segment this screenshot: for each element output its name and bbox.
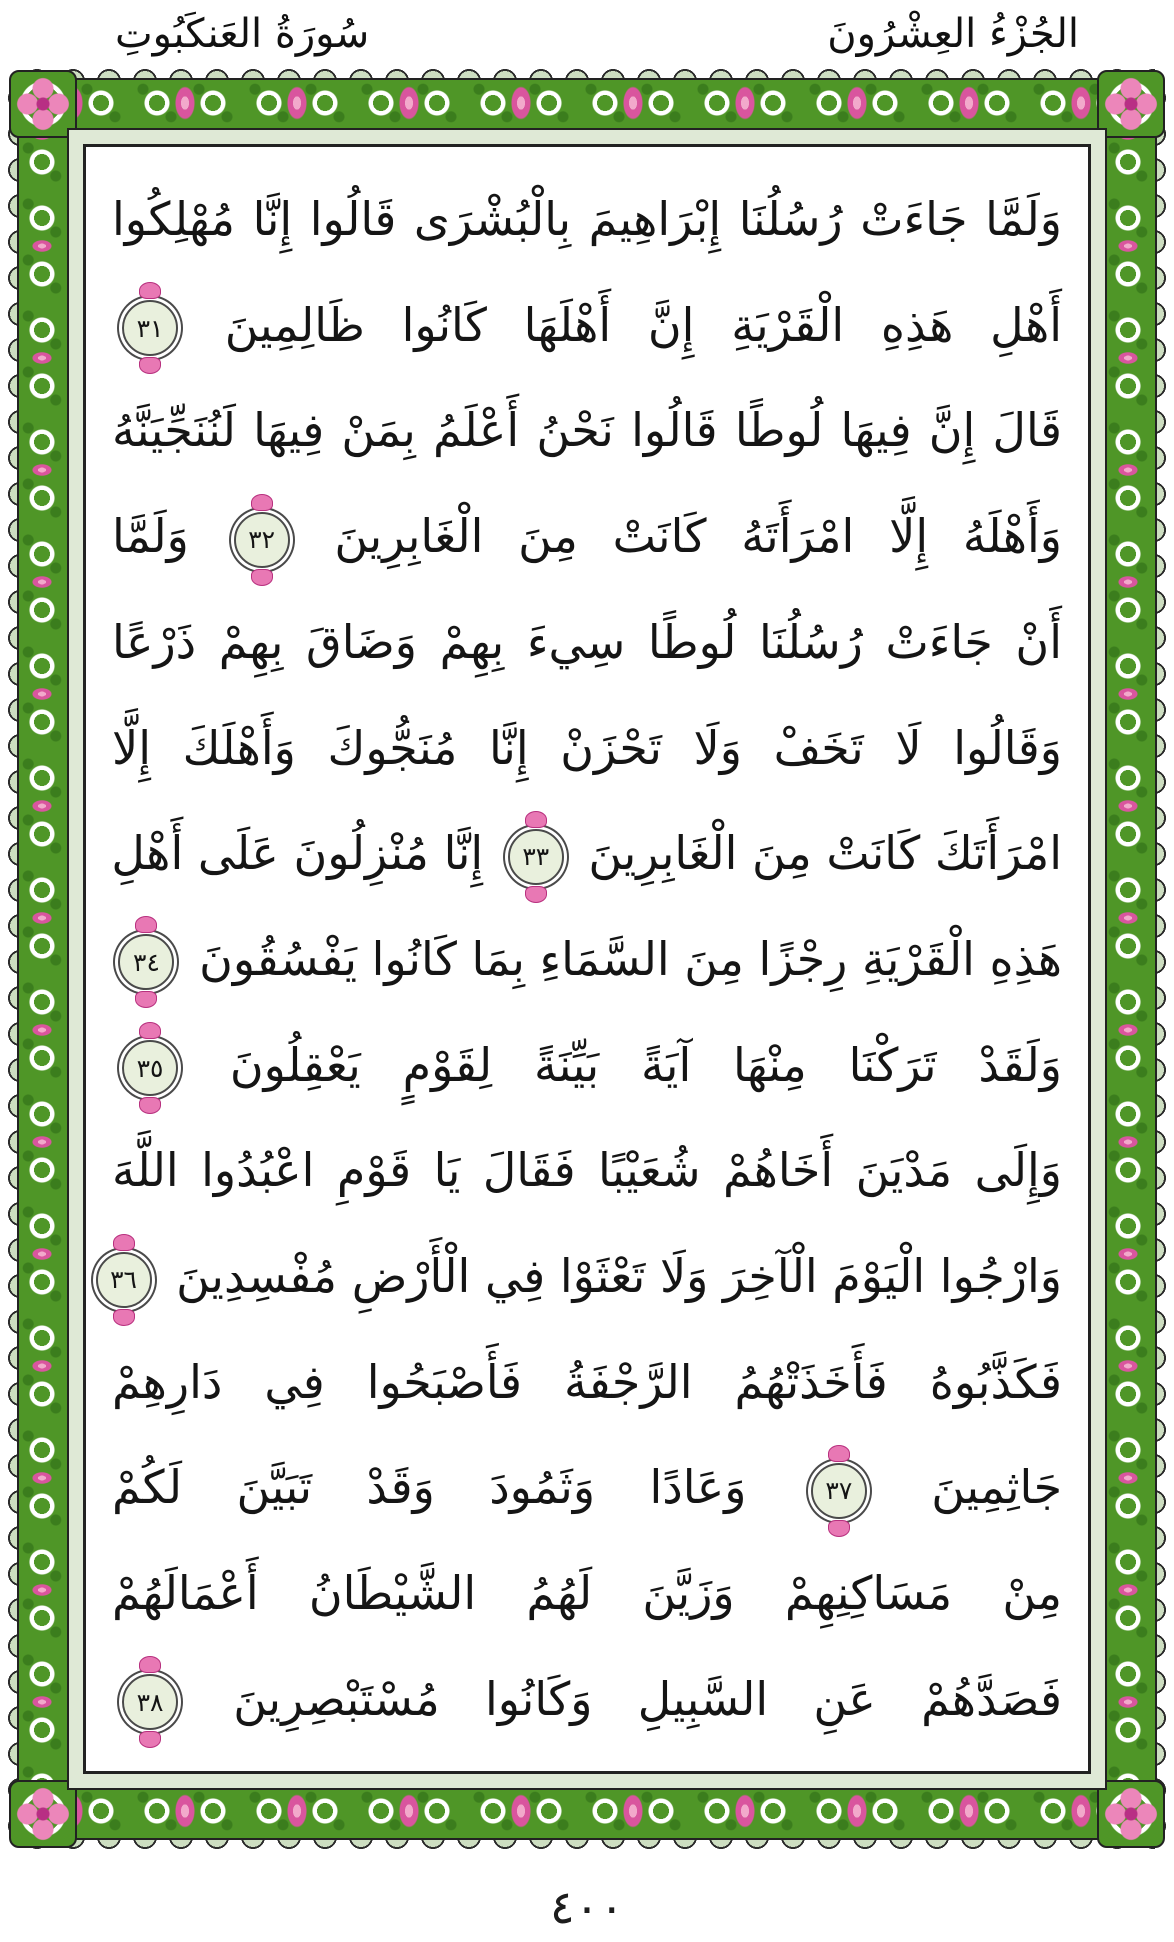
ayah-text: مِنْ مَسَاكِنِهِمْ وَزَيَّنَ لَهُمُ الشَّيْطَانُ أَعْمَالَهُمْ [112,1566,1062,1621]
decorative-border [5,66,1169,1852]
ayah-text: وَلَمَّا جَاءَتْ رُسُلُنَا إِبْرَاهِيمَ بِالْبُشْرَى قَالُوا إِنَّا مُهْلِكُوا [112,192,1062,246]
ayah-text: قَالَ إِنَّ فِيهَا لُوطًا قَالُوا نَحْنُ أَعْلَمُ بِمَنْ فِيهَا لَنُنَجِّيَنَّهُ [112,403,1062,458]
ayah-end-medallion-icon [122,300,178,356]
quran-line [112,275,1062,375]
ayah-text: وَقَالُوا لَا تَخَفْ وَلَا تَحْزَنْ إِنَّا مُنَجُّوكَ وَأَهْلَكَ إِلَّا [112,720,1062,775]
ayah-text: وَلَقَدْ تَرَكْنَا مِنْهَا آيَةً بَيِّنَةً لِقَوْمٍ يَعْقِلُونَ [229,1037,1063,1092]
inner-frame-rule [83,144,1091,1774]
verse-number: ٣٢ [248,525,276,555]
quran-line [112,486,1062,586]
verse-number: ٣٣ [522,842,550,872]
surah-title: سُورَةُ العَنكَبُوتِ [115,11,370,57]
quran-line [112,1543,1062,1643]
verse-number: ٣٧ [825,1476,853,1506]
pink-flower-icon [9,1780,77,1848]
ayah-text: فَصَدَّهُمْ عَنِ السَّبِيلِ وَكَانُوا مُسْتَبْصِرِينَ [233,1671,1062,1726]
ayah-end-medallion-icon [234,512,290,568]
ayah-text: وَإِلَى مَدْيَنَ أَخَاهُمْ شُعَيْبًا فَقَالَ يَا قَوْمِ اعْبُدُوا اللَّهَ [112,1143,1062,1198]
quran-text-area [86,147,1088,1771]
ayah-text: وَأَهْلَهُ إِلَّا امْرَأَتَهُ كَانَتْ مِنَ الْغَابِرِينَ [334,509,1063,564]
verse-number: ٣٤ [133,947,160,977]
ayah-end-medallion-icon [122,1040,178,1096]
quran-line [112,1649,1062,1749]
quran-line [112,1015,1062,1115]
ayah-end-medallion-icon [508,829,564,885]
border-band-bottom [17,1786,1157,1840]
inner-frame-strip [67,128,1107,1790]
quran-line [112,592,1062,692]
border-band-left [17,78,71,1840]
quran-line [112,1437,1062,1537]
ayah-text: جَاثِمِينَ [931,1460,1063,1515]
quran-line [112,803,1062,903]
ayah-text: امْرَأَتَكَ كَانَتْ مِنَ الْغَابِرِينَ [588,826,1062,881]
verse-number: ٣١ [136,313,164,343]
quran-line [112,698,1062,798]
ayah-text: إِنَّا مُنْزِلُونَ عَلَى أَهْلِ [111,826,484,881]
verse-number: ٣٥ [136,1053,164,1083]
quran-line [112,909,1062,1009]
quran-line [112,169,1062,269]
ayah-text: هَذِهِ الْقَرْيَةِ رِجْزًا مِنَ السَّمَاءِ بِمَا كَانُوا يَفْسُقُونَ [199,931,1062,986]
ayah-text: فَكَذَّبُوهُ فَأَخَذَتْهُمُ الرَّجْفَةُ فَأَصْبَحُوا فِي دَارِهِمْ [112,1354,1062,1409]
ayah-text: وَارْجُوا الْيَوْمَ الْآخِرَ وَلَا تَعْثَوْا فِي الْأَرْضِ مُفْسِدِينَ [176,1249,1062,1304]
ayah-end-medallion-icon [96,1252,152,1308]
ayah-text: وَعَادًا وَثَمُودَ وَقَدْ تَبَيَّنَ لَكُمْ [112,1460,747,1515]
ayah-text: أَنْ جَاءَتْ رُسُلُنَا لُوطًا سِيءَ بِهِمْ وَضَاقَ بِهِمْ ذَرْعًا [112,614,1062,669]
border-band-top [17,78,1157,132]
quran-line [112,1332,1062,1432]
ayah-text: وَلَمَّا [112,509,189,564]
verse-number: ٣٨ [136,1687,164,1717]
ayah-end-medallion-icon [118,934,174,990]
ayah-end-medallion-icon [122,1674,178,1730]
verse-number: ٣٦ [110,1265,137,1295]
quran-line [112,1226,1062,1326]
ayah-text: أَهْلِ هَذِهِ الْقَرْيَةِ إِنَّ أَهْلَهَا كَانُوا ظَالِمِينَ [224,297,1063,352]
page-number: ٤٠٠ [549,1880,625,1934]
juz-title: الجُزْءُ العِشْرُونَ [827,11,1079,57]
border-band-right [1103,78,1157,1840]
quran-line [112,1120,1062,1220]
ayah-end-medallion-icon [811,1463,867,1519]
quran-line [112,380,1062,480]
pink-flower-icon [1097,1780,1165,1848]
pink-flower-icon [1097,70,1165,138]
